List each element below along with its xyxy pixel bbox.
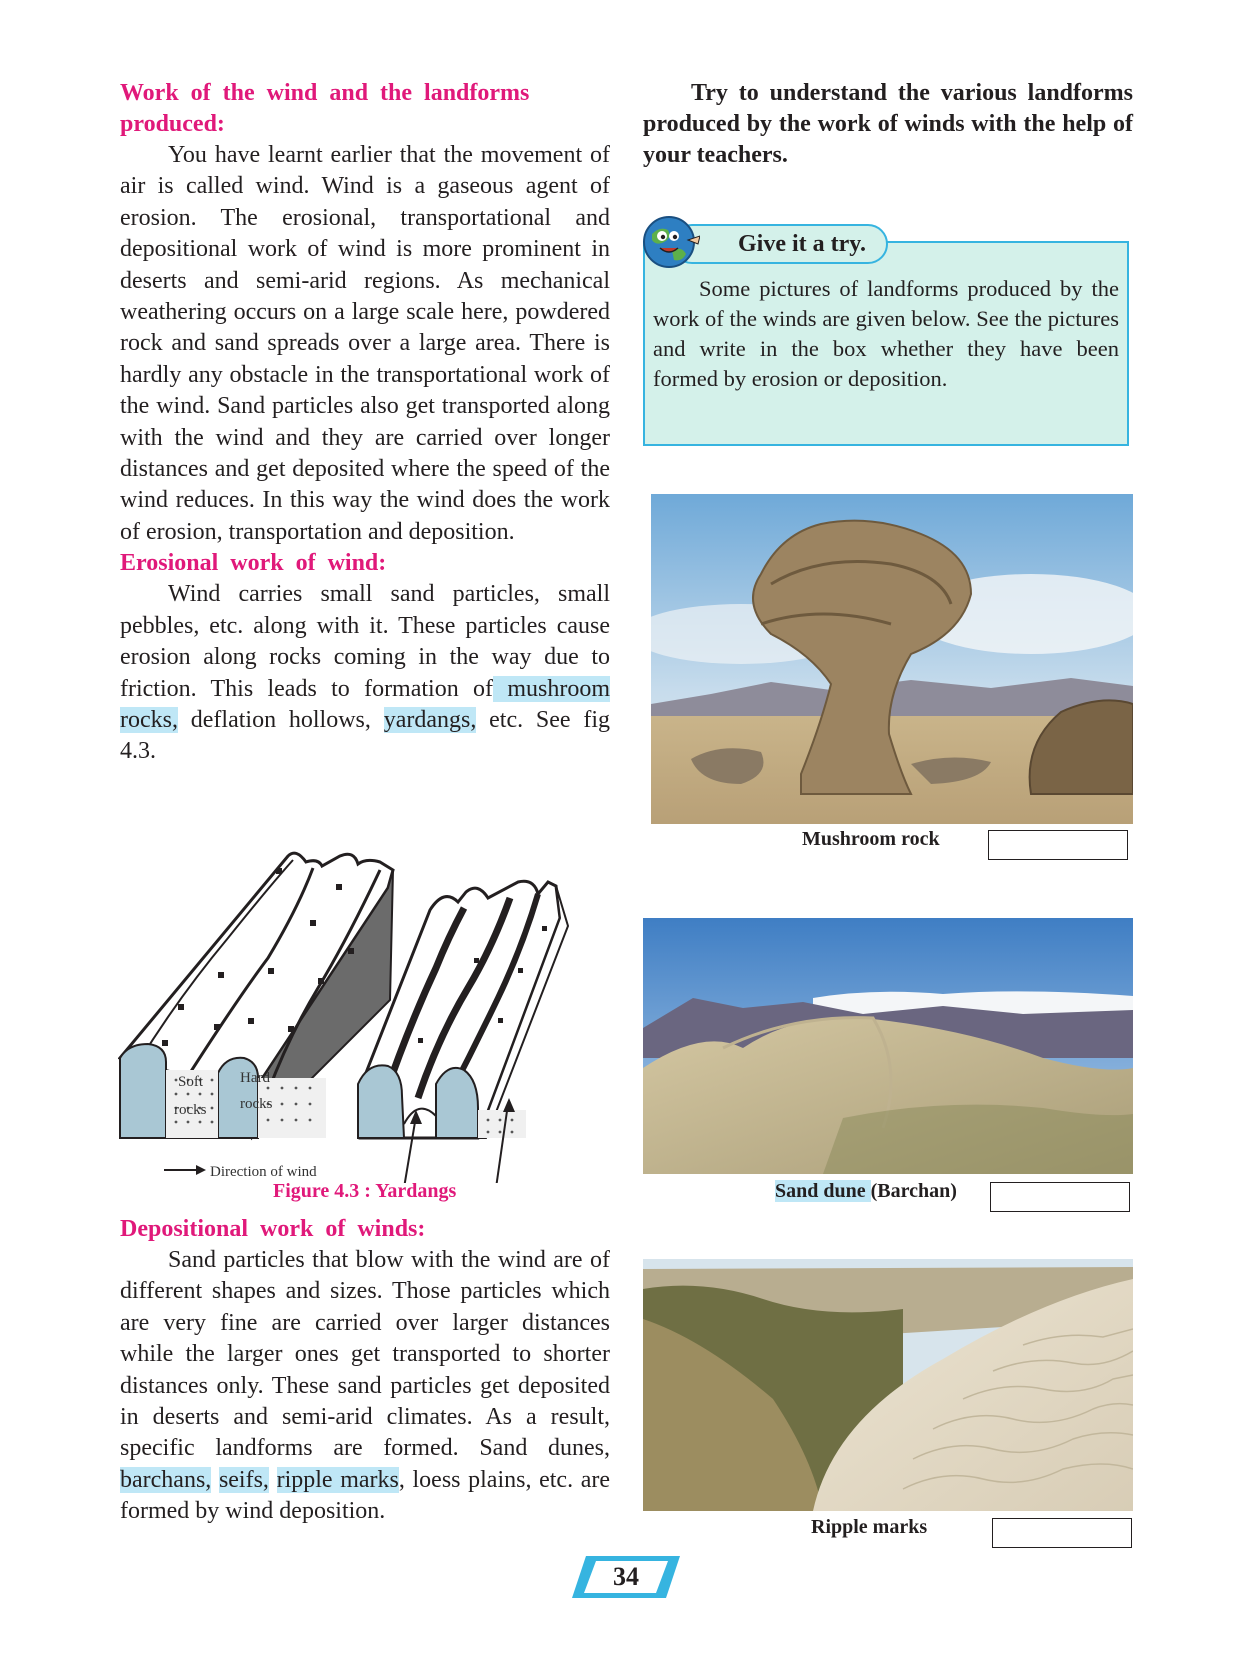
highlight-yardangs: yardangs, — [383, 706, 477, 733]
text-span: etc. See fig 4.3. — [120, 706, 610, 765]
text-span: , loess plains, etc. are formed by wind deposition. — [120, 1466, 611, 1525]
caption-ripple-marks: Ripple marks — [811, 1516, 928, 1538]
highlight-ripple-marks: ripple marks — [276, 1466, 399, 1493]
answer-box-mushroom-rock[interactable] — [988, 830, 1128, 860]
heading-depositional-work: Depositional work of winds: — [120, 1216, 426, 1242]
para-depositional — [120, 1245, 610, 1528]
label-hard: Hard — [240, 1070, 270, 1086]
label-soft: Soft — [178, 1074, 204, 1090]
sand-dune-photo — [643, 918, 1133, 1174]
caption-mushroom-rock: Mushroom rock — [802, 828, 940, 850]
text-span: deflation hollows, — [177, 706, 384, 733]
text-span: Sand particles that blow with the wind are of different shapes and sizes. Those particles which are very fine are carried over larger distances while the larger ones get transported to shorter distances only. These sand particles get deposited in deserts and semi-arid climates. As a result, specific landforms are formed. Sand dunes, — [120, 1247, 610, 1462]
para-erosional — [120, 579, 610, 767]
globe-mascot-icon — [642, 212, 700, 270]
right-column — [643, 78, 1133, 171]
heading-erosional-work: Erosional work of wind: — [120, 550, 387, 577]
give-it-a-try-label: Give it a try. — [738, 231, 866, 257]
yardangs-figure — [118, 848, 606, 1183]
left-column — [120, 78, 610, 768]
page-number: 34 — [613, 1562, 639, 1591]
caption-barchan: (Barchan) — [870, 1180, 957, 1202]
highlight-barchans: barchans, — [120, 1466, 212, 1493]
label-direction-of-wind: Direction of wind — [210, 1164, 317, 1180]
highlight-seifs: seifs, — [218, 1466, 269, 1493]
mushroom-rock-photo — [651, 494, 1133, 824]
label-rocks-hard: rocks — [240, 1096, 273, 1112]
caption-sand-dune — [775, 1180, 957, 1203]
ripple-marks-photo — [643, 1259, 1133, 1511]
text-span — [211, 1467, 219, 1493]
text-span — [269, 1467, 277, 1493]
highlight-mushroom-rocks: mushroom rocks, — [120, 675, 610, 733]
figure-caption: Figure 4.3 : Yardangs — [273, 1180, 457, 1202]
label-rocks-soft: rocks — [174, 1102, 207, 1118]
answer-box-ripple-marks[interactable] — [992, 1518, 1132, 1548]
answer-box-sand-dune[interactable] — [990, 1182, 1130, 1212]
para-intro: You have learnt earlier that the movement of air is called wind. Wind is a gaseous agent of erosion. The erosional, transportational and depositional work of wind is more prominent in deserts and semi-arid regions. As mechanical weathering occurs on a large scale here, powdered rock and sand spreads over a large area. There is hardly any obstacle in the transportational work of the wind. Sand particles also get transported along with the wind and they are carried over longer distances and get deposited where the speed of the wind reduces. In this way the wind does the work of erosion, transportation and deposition. — [120, 142, 610, 545]
heading-work-of-wind: Work of the wind and the landforms produced: — [120, 80, 530, 137]
text-span: Wind carries small sand particles, small pebbles, etc. along with it. These particles cause erosion along rocks coming in the way due to friction. This leads to formation of — [120, 581, 610, 702]
left-column-depositional — [120, 1214, 610, 1528]
intro-instruction: Try to understand the various landforms produced by the work of winds with the help of your teachers. — [643, 80, 1133, 168]
give-it-a-try-text: Some pictures of landforms produced by the work of the winds are given below. See the pictures and write in the box whether they have been formed by erosion or deposition. — [653, 276, 1119, 391]
caption-sand-dune-highlight: Sand dune — [775, 1180, 871, 1202]
